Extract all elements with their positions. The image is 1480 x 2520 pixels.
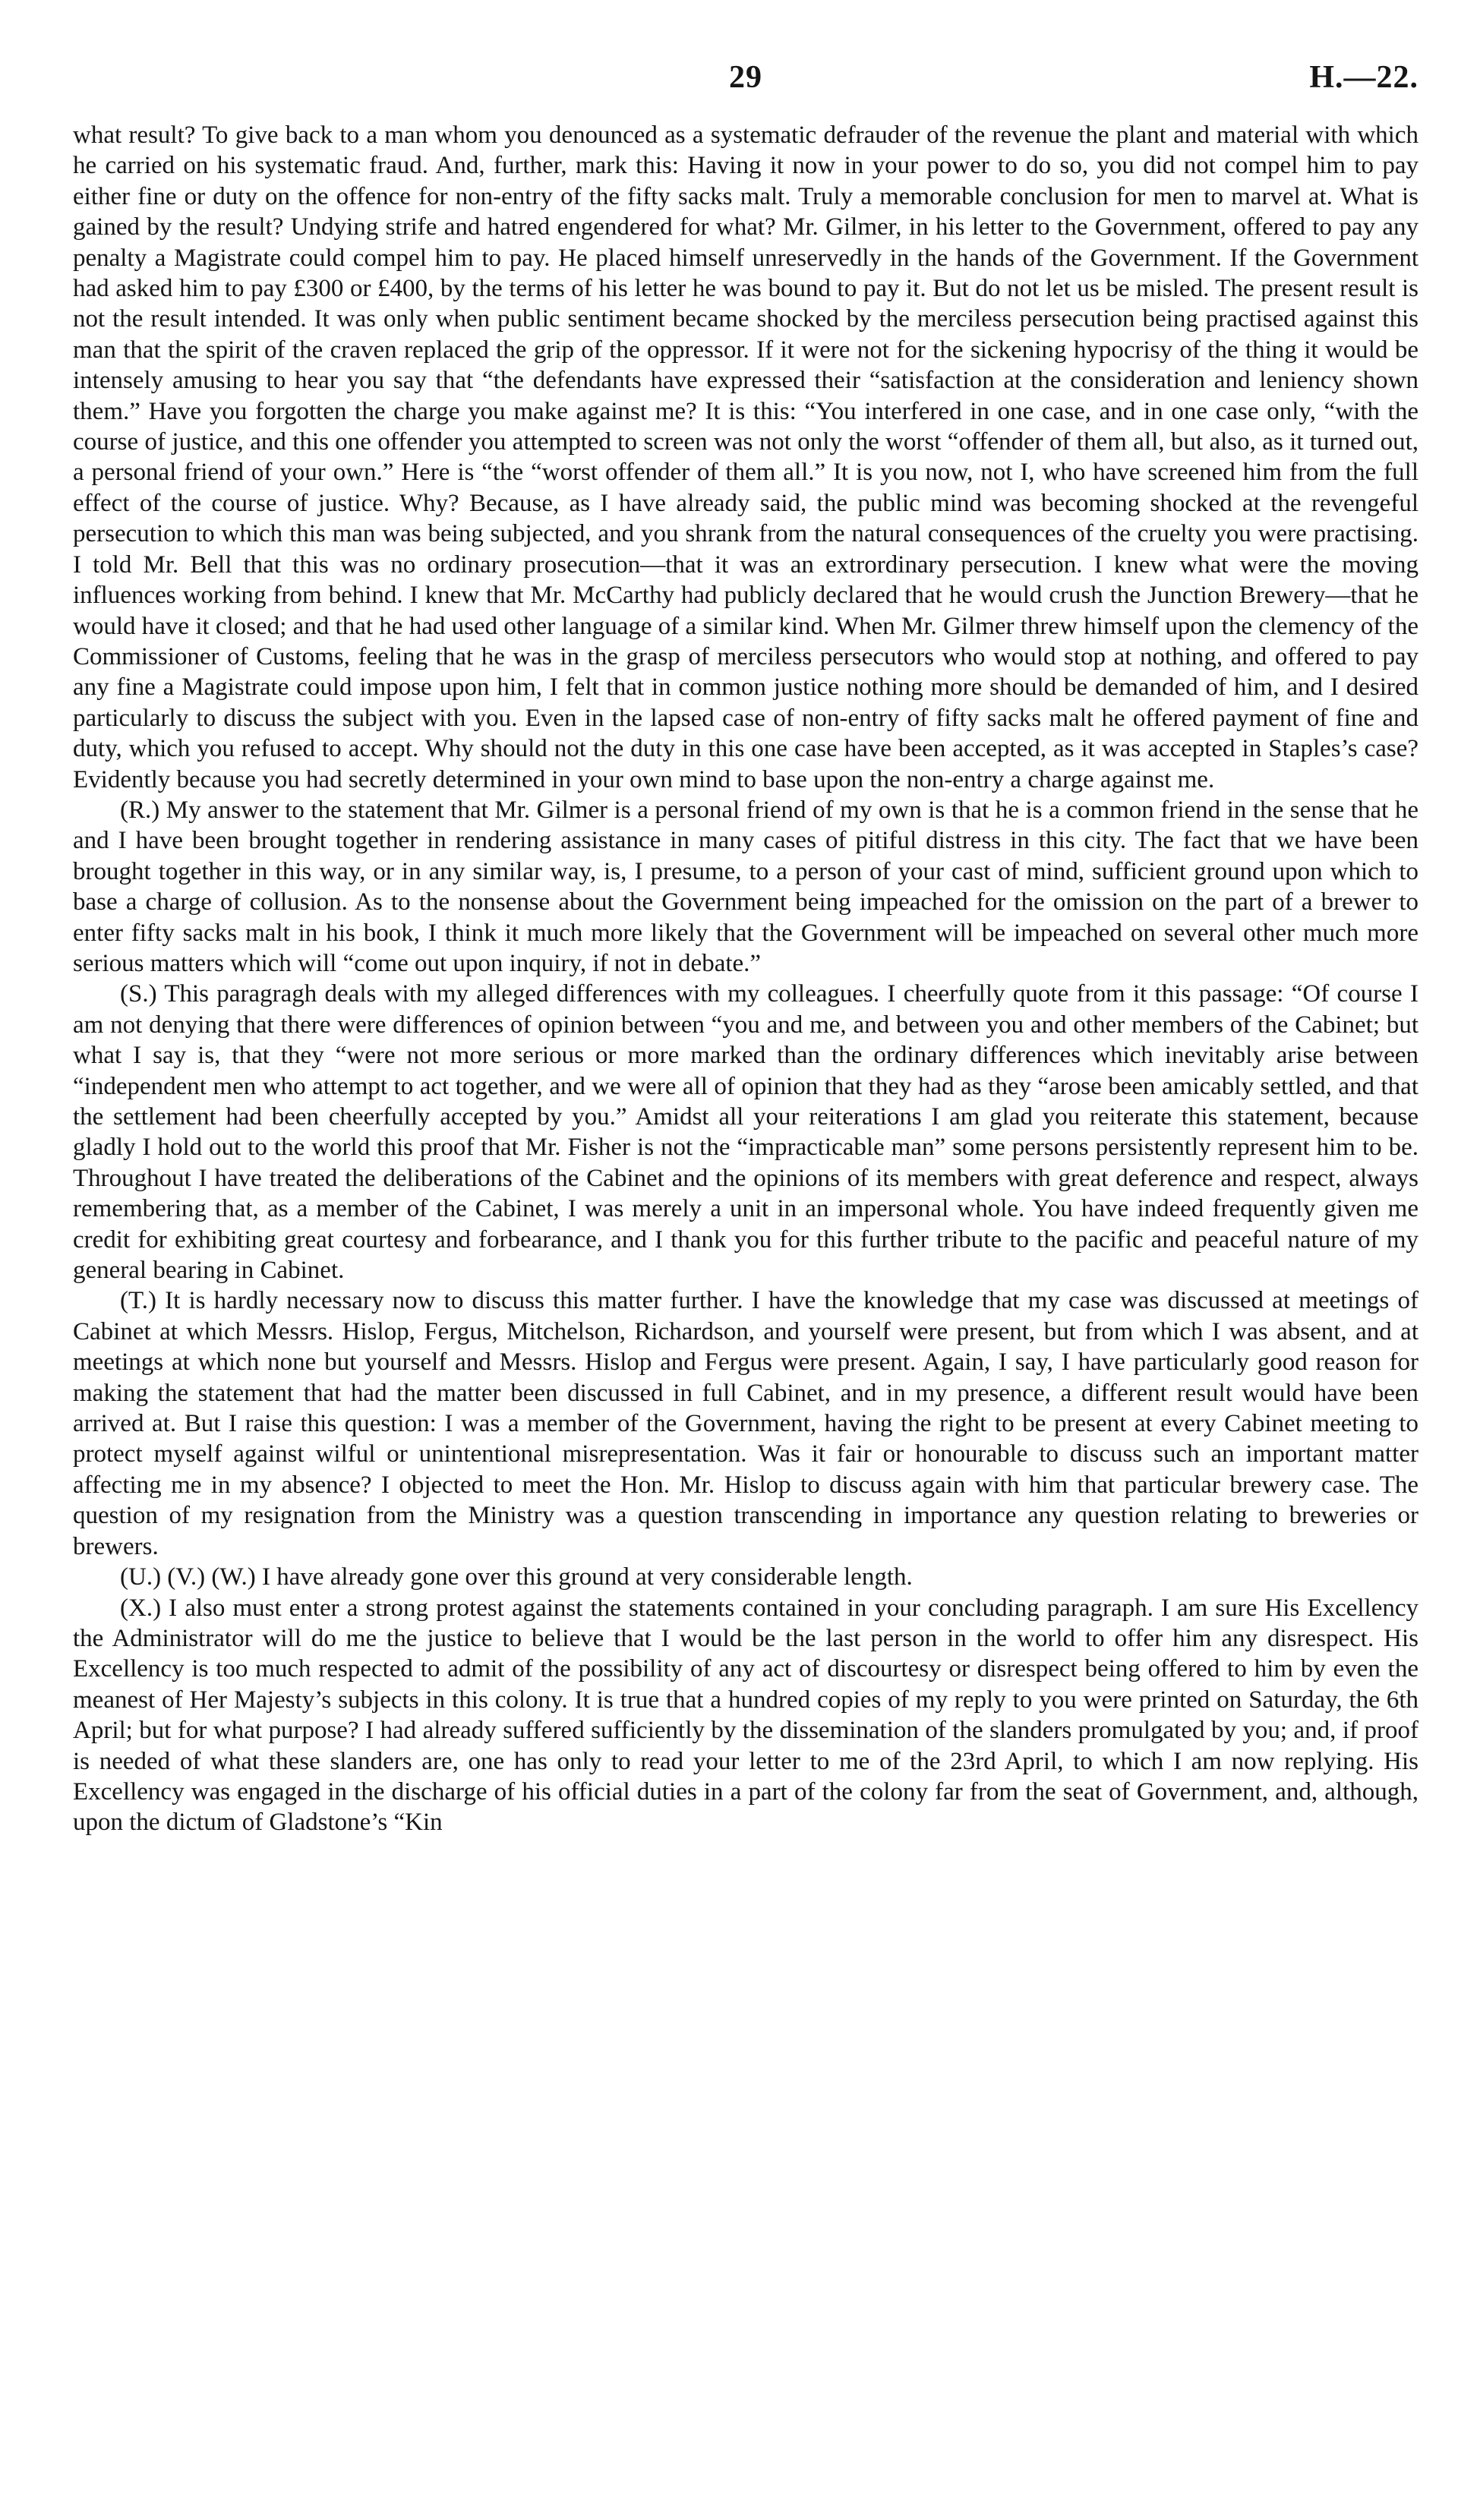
paragraph-r: (R.) My answer to the statement that Mr. Gilmer is a personal friend of my own is that he is a common friend in the sense that he and I have been brought together in rendering assistance in many cases of pitiful distress in this city. The fact that we have been brought together in this way, or in any similar way, is, I presume, to a person of your cast of mind, sufficient ground upon which to base a charge of collusion. As to the nonsense about the Government being impeached for the omission on the part of a brewer to enter fifty sacks malt in his book, I think it much more likely that the Government will be impeached on several other much more serious matters which will “come out upon inquiry, if not in debate.” xyxy=(73,796,1418,977)
paragraph-t: (T.) It is hardly necessary now to discuss this matter further. I have the knowledge that my case was discussed at meetings of Cabinet at which Messrs. Hislop, Fergus, Mitchelson, Richardson, and yourself were present, but from which I was absent, and at meetings at which none but yourself and Messrs. Hislop and Fergus were present. Again, I say, I have particularly good reason for making the statement that had the matter been discussed in full Cabinet, and in my presence, a different result would have been arrived at. But I raise this question: I was a member of the Government, having the right to be present at every Cabinet meeting to protect myself against wilful or unintentional misrepresentation. Was it fair or honourable to discuss such an important matter affecting me in my absence? I objected to meet the Hon. Mr. Hislop to discuss again with him that particular brewery case. The question of my resignation from the Ministry was a question transcending in importance any question relating to breweries or brewers. xyxy=(73,1287,1418,1560)
page-header xyxy=(73,59,1418,112)
body-text xyxy=(73,120,1418,1838)
document-page xyxy=(73,59,1418,1838)
paragraph-x: (X.) I also must enter a strong protest against the statements contained in your concluding paragraph. I am sure His Excellency the Administrator will do me the justice to believe that I would be the last person in the world to offer him any disrespect. His Excellency is too much respected to admit of the possibility of any act of discourtesy or disrespect being offered to him by even the meanest of Her Majesty’s subjects in this colony. It is true that a hundred copies of my reply to you were printed on Saturday, the 6th April; but for what purpose? I had already suffered sufficiently by the dissemination of the slanders promulgated by you; and, if proof is needed of what these slanders are, one has only to read your letter to me of the 23rd April, to which I am now replying. His Excellency was engaged in the discharge of his official duties in a part of the colony far from the seat of Government, and, although, upon the dictum of Gladstone’s “Kin xyxy=(73,1594,1418,1837)
page-number: 29 xyxy=(729,60,762,95)
document-reference: H.—22. xyxy=(1309,60,1418,95)
paragraph-continuation: what result? To give back to a man whom you denounced as a systematic defrauder of the revenue the plant and material with which he carried on his systematic fraud. And, further, mark this: Having it now in your power to do so, you did not compel him to pay either fine or duty on the offence for non-entry of the fifty sacks malt. Truly a memorable conclusion for men to marvel at. What is gained by the result? Undying strife and hatred engendered for what? Mr. Gilmer, in his letter to the Government, offered to pay any penalty a Magistrate could compel him to pay. He placed himself unreservedly in the hands of the Government. If the Government had asked him to pay £300 or £400, by the terms of his letter he was bound to pay it. But do not let us be misled. The present result is not the result intended. It was only when public sentiment became shocked by the merciless persecution being practised against this man that the spirit of the craven replaced the grip of the oppressor. If it were not for the sickening hypocrisy of the thing it would be intensely amusing to hear you say that “the defendants have expressed their “satisfaction at the consideration and leniency shown them.” Have you forgotten the charge you make against me? It is this: “You interfered in one case, and in one case only, “with the course of justice, and this one offender you attempted to screen was not only the worst “offender of them all, but also, as it turned out, a personal friend of your own.” Here is “the “worst offender of them all.” It is you now, not I, who have screened him from the full effect of the course of justice. Why? Because, as I have already said, the public mind was becoming shocked at the revengeful persecution to which this man was being subjected, and you shrank from the natural consequences of the cruelty you were practising. I told Mr. Bell that this was no ordinary prosecution—that it was an extrordinary persecution. I knew what were the moving influences working from behind. I knew that Mr. McCarthy had publicly declared that he would crush the Junction Brewery—that he would have it closed; and that he had used other language of a similar kind. When Mr. Gilmer threw himself upon the clemency of the Commissioner of Customs, feeling that he was in the grasp of merciless persecutors who would stop at nothing, and offered to pay any fine a Magistrate could impose upon him, I felt that in common justice nothing more should be demanded of him, and I desired particularly to discuss the subject with you. Even in the lapsed case of non-entry of fifty sacks malt he offered payment of fine and duty, which you refused to accept. Why should not the duty in this one case have been accepted, as it was accepted in Staples’s case? Evidently because you had secretly determined in your own mind to base upon the non-entry a charge against me. xyxy=(73,121,1418,793)
paragraph-uvw: (U.) (V.) (W.) I have already gone over this ground at very considerable length. xyxy=(120,1563,913,1591)
paragraph-s: (S.) This paragragh deals with my alleged differences with my colleagues. I cheerfully quote from it this passage: “Of course I am not denying that there were differences of opinion between “you and me, and between you and other members of the Cabinet; but what I say is, that they “were not more serious or more marked than the ordinary differences which inevitably arise between “independent men who attempt to act together, and we were all of opinion that they had as they “arose been amicably settled, and that the settlement had been cheerfully accepted by you.” Amidst all your reiterations I am glad you reiterate this statement, because gladly I hold out to the world this proof that Mr. Fisher is not the “impracticable man” some persons persistently represent him to be. Throughout I have treated the deliberations of the Cabinet and the opinions of its members with great deference and respect, always remembering that, as a member of the Cabinet, I was merely a unit in an impersonal whole. You have indeed frequently given me credit for exhibiting great courtesy and forbearance, and I thank you for this further tribute to the pacific and peaceful nature of my general bearing in Cabinet. xyxy=(73,980,1418,1285)
